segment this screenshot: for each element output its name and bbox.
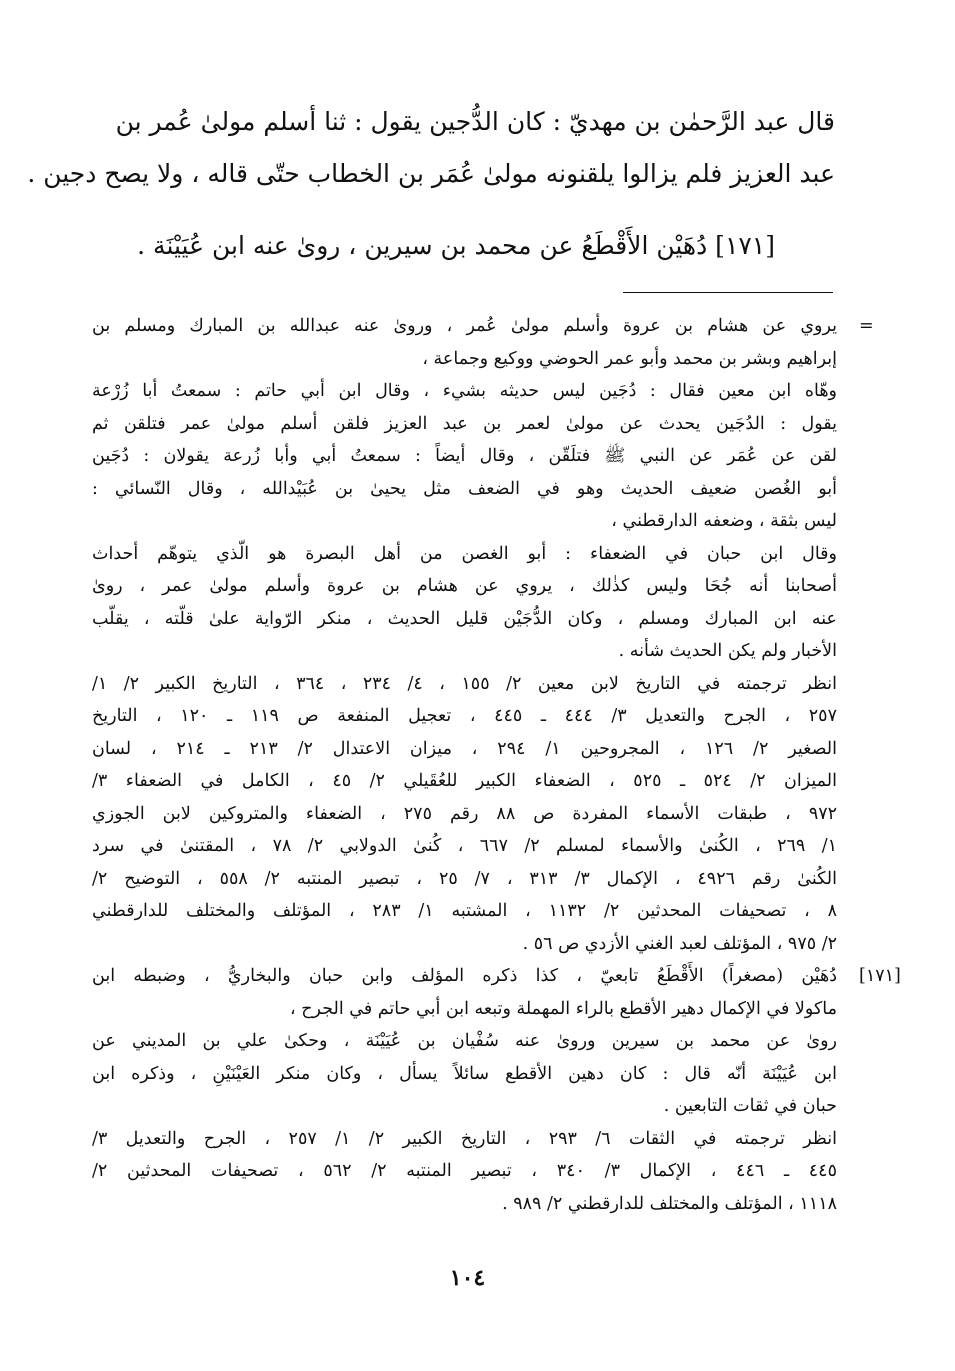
entry-heading: [١٧١] دُهَيْن الأَقْطَعُ عن محمد بن سيرين ، روىٰ عنه ابن عُيَيْنَة . bbox=[137, 231, 775, 260]
footnote-line: لقن عن عُمَر عن النبي ﷺ فتلَقّن ، وقال أيضاً : سمعتُ أبي وأبا زُرعة يقولان : دُجَين bbox=[92, 446, 837, 466]
footnote-line: عنه ابن المبارك ومسلم ، وكان الدُّجَيْن قليل الحديث ، منكر الرّواية علىٰ قلّته ، يقلّب bbox=[92, 608, 837, 629]
footnote-line: أصحابنا أنه جُحَا وليس كذٰلك ، يروي عن هشام بن عروة وأسلم مولىٰ عمر ، روىٰ bbox=[92, 576, 837, 596]
footnote-marker: [١٧١] bbox=[859, 966, 901, 986]
footnote-line: ٩٧٢ ، طبقات الأسماء المفردة ص ٨٨ رقم ٢٧٥ ، الضعفاء والمتروكين لابن الجوزي bbox=[92, 803, 837, 824]
main-text bbox=[27, 96, 835, 200]
footnote-line: ابن عُيَيْنَة أنّه قال : كان دهين الأقطع سائلاً يسأل ، وكان منكر العَيْنَيْنِ ، وذكره ابن bbox=[92, 1063, 837, 1084]
footnote-line: الصغير ٢/ ١٢٦ ، المجروحين ١/ ٢٩٤ ، ميزان الاعتدال ٢/ ٢١٣ ـ ٢١٤ ، لسان bbox=[92, 738, 837, 759]
footnote-block-continued bbox=[92, 310, 874, 960]
footnote-line: دُهَيْن (مصغراً) الأَقْطَعُ تابعيّ ، كذا ذكره المؤلف وابن حبان والبخاريُّ ، وضبطه ابن bbox=[92, 966, 837, 986]
footnote-line: الميزان ٢/ ٥٢٤ ـ ٥٢٥ ، الضعفاء الكبير للعُقَيلي ٢/ ٤٥ ، الكامل في الضعفاء ٣/ bbox=[92, 771, 837, 791]
footnote-block-171 bbox=[92, 960, 901, 1220]
footnote-line: ٤٤٥ ـ ٤٤٦ ، الإكمال ٣/ ٣٤٠ ، تبصير المنتبه ٢/ ٥٦٢ ، تصحيفات المحدثين ٢/ bbox=[92, 1161, 837, 1181]
footnote-line: انظر ترجمته في التاريخ لابن معين ٢/ ١٥٥ ، ٤/ ٢٣٤ ، ٣٦٤ ، التاريخ الكبير ٢/ ١/ bbox=[92, 673, 837, 694]
footnote-separator bbox=[623, 292, 833, 293]
footnote-line: ١١١٨ ، المؤتلف والمختلف للدارقطني ٢/ ٩٨٩ . bbox=[502, 1193, 837, 1214]
footnote-line: ١/ ٢٦٩ ، الكُنىٰ والأسماء لمسلم ٢/ ٦٦٧ ، كُنىٰ الدولابي ٢/ ٧٨ ، المقتنىٰ في سرد bbox=[92, 836, 837, 856]
footnote-line: الأخبار ولم يكن الحديث شأنه . bbox=[618, 641, 837, 661]
footnote-line: أبو الغُصن ضعيف الحديث وهو في الضعف مثل يحيىٰ بن عُبَيْدالله ، وقال النّسائي : bbox=[92, 478, 837, 499]
footnote-line: روىٰ عن محمد بن سيرين وروىٰ عنه سُفْيان بن عُيَيْنَة ، وحكىٰ علي بن المديني عن bbox=[92, 1031, 837, 1051]
footnote-line: حبان في ثقات التابعين . bbox=[663, 1096, 837, 1116]
footnote-line: يقول : الدُجَين يحدث عن مولىٰ لعمر بن عبد العزيز فلقن أسلم مولىٰ عمر فتلقن ثم bbox=[92, 413, 837, 434]
footnote-line: ٨ ، تصحيفات المحدثين ٢/ ١١٣٢ ، المشتبه ١/ ٢٨٣ ، المؤتلف والمختلف للدارقطني bbox=[92, 901, 837, 921]
footnote-line: ٢٥٧ ، الجرح والتعديل ٣/ ٤٤٤ ـ ٤٤٥ ، تعجيل المنفعة ص ١١٩ ـ ١٢٠ ، التاريخ bbox=[92, 706, 837, 726]
footnote-line: الكُنىٰ رقم ٤٩٢٦ ، الإكمال ٣/ ٣١٣ ، ٧/ ٢٥ ، تبصير المنتبه ٢/ ٥٥٨ ، التوضيح ٢/ bbox=[92, 868, 837, 889]
footnote-line: وهّاه ابن معين فقال : دُجَين ليس حديثه بشيء ، وقال ابن أبي حاتم : سمعتُ أبا زُرْعة bbox=[92, 381, 837, 401]
main-text-line: عبد العزيز فلم يزالوا يلقنونه مولىٰ عُمَر بن الخطاب حتّى قاله ، ولا يصح دجين . bbox=[27, 159, 835, 188]
footnote-line: وقال ابن حبان في الضعفاء : أبو الغصن من أهل البصرة هو الّذي يتوهّم أحداث bbox=[92, 543, 837, 564]
page-number: ١٠٤ bbox=[449, 1265, 486, 1291]
footnote-line: يروي عن هشام بن عروة وأسلم مولىٰ عُمر ، وروىٰ عنه عبدالله بن المبارك ومسلم بن bbox=[92, 316, 837, 336]
footnote-line: ٢/ ٩٧٥ ، المؤتلف لعبد الغني الأزدي ص ٥٦ . bbox=[522, 933, 837, 954]
footnote-marker: = bbox=[859, 316, 874, 336]
footnotes bbox=[92, 310, 901, 1220]
main-text-line: قال عبد الرَّحمٰن بن مهديّ : كان الدُّجين يقول : ثنا أسلم مولىٰ عُمر بن bbox=[115, 107, 835, 136]
footnote-line: ليس بثقة ، وضعفه الدارقطني ، bbox=[611, 511, 837, 531]
footnote-line: ماكولا في الإكمال دهير الأقطع بالراء المهملة وتبعه ابن أبي حاتم في الجرح ، bbox=[290, 998, 837, 1019]
footnote-line: انظر ترجمته في الثقات ٦/ ٢٩٣ ، التاريخ الكبير ٢/ ١/ ٢٥٧ ، الجرح والتعديل ٣/ bbox=[92, 1128, 837, 1149]
footnote-line: إبراهيم وبشر بن محمد وأبو عمر الحوضي ووكيع وجماعة ، bbox=[422, 348, 837, 369]
